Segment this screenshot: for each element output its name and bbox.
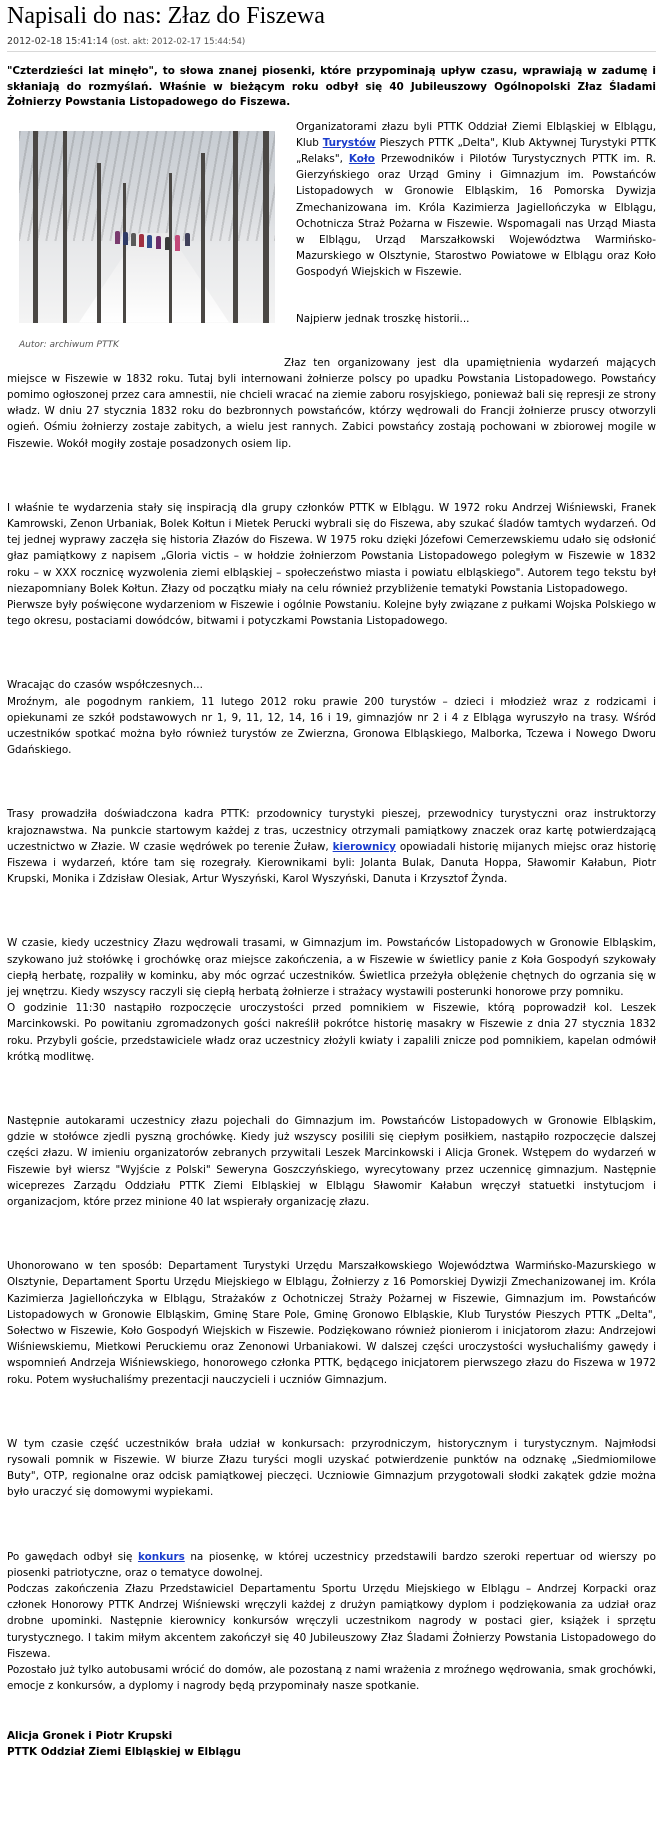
photo-person bbox=[131, 233, 136, 246]
signature-authors: Alicja Gronek i Piotr Krupski bbox=[7, 1730, 173, 1743]
photo-tree bbox=[63, 131, 67, 323]
photo-tree bbox=[201, 153, 205, 323]
photo-person bbox=[139, 234, 144, 247]
paragraph-honors: Uhonorowano w ten sposób: Departament Turystyki Urzędu Marszałkowskiego Województwa Warmińsko-Mazurskiego w Olsztynie, Departament Sportu Urzędu Miejskiego w Elblągu, Żołnierzy z 16 Pomorskiej Dywizji Zmechanizowanej im. Króla Kazimierza Jagiellończyka w Elblągu, Strażaków z Ochotniczej Straży Pożarnej w Fiszewie, Gimnazjum im. Powstańców Listopadowych w Gronowie Elbląskim, Gminę Stare Pole, Gminę Gronowo Elbląskie, Klub Turystów Pieszych PTTK „Delta", Sołectwo w Fiszewie, Koło Gospodyń Wiejskich w Fiszewie. Podziękowano również pionierom i inicjatorom złazu: Andrzejowi Wiśniewskiemu, Mietkowi Peruckiemu oraz Zenonowi Urbaniakowi. W dalszej części uroczystości wysłuchaliśmy gawędy i wspomnień Andrzeja Wiśniewskiego, honorowego członka PTTK, będącego inicjatorem pierwszego złazu do Fiszewa w 1972 roku. Potem wysłuchaliśmy prezentacji nauczycieli i uczniów Gimnazjum. bbox=[7, 1260, 656, 1386]
article-signature bbox=[7, 1728, 656, 1760]
text: Przewodników i Pilotów Turystycznych PTTK im. R. Gierzyńskiego oraz Urząd Gminy i Gimnazjum im. Powstańców Listopadowych w Gronowie Elbląskim, 16 Pomorska Dywizja Zmechanizowana im. Króla Kazimierza Jagiellończyka w Elblągu, Ochotnicza Straż Pożarna w Fiszewie. Wspomagali nas Urząd Miasta w Elblągu, Urząd Marszałkowski Województwa Warmińsko-Mazurskiego w Olsztynie, Starostwo Powiatowe w Elblągu oraz Koło Gospodyń Wiejskich w Fiszewie. bbox=[296, 152, 656, 279]
article-lead: "Czterdzieści lat minęło", to słowa znanej piosenki, które przypominają upływ czasu, wprawiają w zadumę i skłaniają do rozmyślań. Właśnie w bieżącym roku odbył się 40 Jubileuszowy Ogólnopolski Złaz Śladami Żołnierzy Powstania Listopadowego do Fiszewa. bbox=[7, 65, 656, 108]
spacer bbox=[7, 1501, 656, 1549]
photo-tree bbox=[33, 131, 38, 323]
signature-organization: PTTK Oddział Ziemi Elbląskiej w Elblągu bbox=[7, 1746, 241, 1759]
article-meta bbox=[7, 33, 656, 52]
text: Pieszych PTTK „Delta", Klub Aktywnej Turystyki PTTK „Relaks", bbox=[296, 136, 656, 165]
photo-person bbox=[165, 237, 170, 250]
spacer bbox=[7, 1065, 656, 1113]
link-turystow[interactable]: Turystów bbox=[322, 136, 376, 149]
photo-tree bbox=[97, 163, 101, 323]
photo-person bbox=[185, 233, 190, 246]
photo-person bbox=[156, 236, 161, 249]
text: Po gawędach odbył się bbox=[7, 1550, 138, 1563]
paragraph-inspiration: I właśnie te wydarzenia stały się inspiracją dla grupy członków PTTK w Elblągu. W 1972 roku Andrzej Wiśniewski, Franek Kamrowski, Zenon Urbaniak, Bolek Kołtun i Mietek Perucki wybrali się do Fiszewa, aby szukać śladów tamtych wydarzeń. Od tej jednej wyprawy zaczęła się historia Złazów do Fiszewa. W 1975 roku dzięki Józefowi Cemerzewskiemu udało się odsłonić głaz pamiątkowy z napisem „Gloria victis – w hołdzie żołnierzom Powstania Listopadowego poległym w Fiszewie w 1832 roku – w XXX rocznicę wyzwolenia ziemi elbląskiej – społeczeństwo miasta i powiatu elbląskiego". Autorem tego tekstu był niezapomniany Bolek Kołtun. Złazy od początku miały na celu również przybliżenie tematyki Powstania Listopadowego. bbox=[7, 501, 656, 595]
paragraph-ceremony-2: O godzinie 11:30 nastąpiło rozpoczęcie uroczystości przed pomnikiem w Fiszewie, którą poprowadził kol. Leszek Marcinkowski. Po powitaniu zgromadzonych gości nakreślił pokrótce historię masakry w Fiszewie z dnia 27 stycznia 1832 roku. Przybyli goście, przedstawiciele władz oraz uczestnicy złożyli kwiaty i zapalili znicze pod pomnikiem, kapelan odmówił krótką modlitwę. bbox=[7, 1002, 656, 1063]
paragraph-history: Złaz ten organizowany jest dla upamiętnienia wydarzeń mających miejsce w Fiszewie w 1832 roku. Tutaj byli internowani żołnierze polscy po upadku Powstania Listopadowego. Powstańcy pomimo ogłoszonej przez cara amnestii, nie chcieli wracać na ziemie zaboru rosyjskiego, ponieważ bali się represji ze strony władz. W dniu 27 stycznia 1832 roku do bezbronnych powstańców, którzy wędrowali do Francji żołnierze pruscy otworzyli ogień. Ośmiu żołnierzy zostaje zabitych, a wielu jest rannych. Zabici powstańcy zostają pochowani w zbiorowej mogile w Fiszewie. Wokół mogiły zostaje posadzonych osiem lip. bbox=[7, 356, 656, 450]
paragraph-song-contest bbox=[7, 1549, 656, 1581]
spacer bbox=[7, 629, 656, 677]
article-title: Napisali do nas: Złaz do Fiszewa bbox=[7, 3, 325, 29]
link-konkurs[interactable]: konkurs bbox=[137, 1550, 185, 1563]
spacer bbox=[7, 452, 656, 500]
text: opowiadali historię mijanych miejsc oraz historię Fiszewa i wydarzeń, które tam się rozegrały. Kierownikami byli: Jolanta Bulak, Danuta Hoppa, Sławomir Kałabun, Piotr Krupski, Monika i Zdzisław Olesiak, Artur Wyszyński, Karol Wyszyński, Danuta i Krzysztof Żynda. bbox=[7, 840, 656, 886]
article-body bbox=[7, 119, 656, 1695]
spacer bbox=[7, 887, 656, 935]
paragraph-present-heading: Wracając do czasów współczesnych... bbox=[7, 679, 203, 692]
photo-caption: Autor: archiwum PTTK bbox=[19, 339, 119, 350]
text: Trasy prowadziła doświadczona kadra PTTK: przodownicy turystyki pieszej, przewodnicy turystyczni oraz instruktorzy krajoznawstwa. Na punkcie startowym każdej z tras, uczestnicy otrzymali pamiątkowy znaczek oraz kartę potwierdzającą uczestnictwo w Złazie. W czasie wędrówek po terenie Żuław, bbox=[7, 808, 656, 853]
paragraph-farewell: Pozostało już tylko autobusami wrócić do domów, ale pozostaną z nami wrażenia z mroźnego wędrowania, smak grochówki, emocje z konkursów, a dyplomy i nagrody będą przypominały nasze spotkanie. bbox=[7, 1664, 656, 1693]
text: Organizatorami złazu byli PTTK Oddział Ziemi Elbląskiej w Elblągu, Klub bbox=[296, 120, 656, 149]
photo-person bbox=[147, 235, 152, 248]
photo-tree bbox=[123, 183, 126, 323]
article-photo-figure bbox=[14, 127, 284, 351]
photo-person bbox=[115, 231, 120, 244]
link-kolo[interactable]: Koło bbox=[348, 152, 375, 165]
photo-road bbox=[79, 233, 229, 323]
spacer bbox=[7, 1388, 656, 1436]
paragraph-ceremony: W czasie, kiedy uczestnicy Złazu wędrowali trasami, w Gimnazjum im. Powstańców Listopadowych w Gronowie Elbląskim, szykowano już stołówkę i grochówkę oraz miejsce zakończenia, a w Fiszewie w świetlicy panie z Koła Gospodyń szykowały ciepłą herbatę, rozpaliły w kominku, aby móc ogrzać uczestników. Świetlica przeżyła oblężenie chętnych do ogrzania się w jej wnętrzu. Kiedy wszyscy raczyli się ciepłą herbatą żołnierze i strażacy wystawili posterunki honorowe przy pomniku. bbox=[7, 937, 656, 998]
paragraph-gymnasium: Następnie autokarami uczestnicy złazu pojechali do Gimnazjum im. Powstańców Listopadowych w Gronowie Elbląskim, gdzie w stołówce zjedli pyszną grochówkę. Kiedy już wszyscy posilili się ciepłym posiłkiem, nastąpiło rozpoczęcie dalszej części złazu. W imieniu organizatorów zebranych przywitali Leszek Marcinkowski i Alicja Gronek. Wstępem do wydarzeń w Fiszewie był wiersz "Wyjście z Polski" Seweryna Goszczyńskiego, wyrecytowany przez uczennicę gimnazjum. Następnie wiceprezes Zarządu Oddziału PTTK Ziemi Elbląskiej w Elblągu Sławomir Kałabun wręczył statuetki instytucjom i organizacjom, które przez minione 40 lat wspierały organizację złazu. bbox=[7, 1115, 656, 1209]
article-photo[interactable] bbox=[19, 131, 275, 323]
link-kierownicy[interactable]: kierownicy bbox=[332, 840, 396, 853]
spacer bbox=[7, 1210, 656, 1258]
paragraph-routes bbox=[7, 806, 656, 887]
paragraph-history-heading: Najpierw jednak troszkę historii... bbox=[296, 312, 470, 325]
spacer bbox=[7, 758, 656, 806]
text: na piosenkę, w której uczestnicy przedstawili bardzo szeroki repertuar od wierszy po piosenki patriotyczne, oraz o tematyce dowolnej. bbox=[7, 1550, 656, 1579]
paragraph-present: Mroźnym, ale pogodnym rankiem, 11 lutego 2012 roku prawie 200 turystów – dzieci i młodzież wraz z rodzicami i opiekunami ze szkół podstawowych nr 1, 9, 11, 12, 14, 16 i 19, gimnazjów nr 2 i 4 z Elbląga wyruszyło na trasy. Wśród uczestników spotkać można było również turystów ze Zwierzna, Gronowa Elbląskiego, Malborka, Tczewa i Nowego Dworu Gdańskiego. bbox=[7, 695, 656, 757]
paragraph-closing: Podczas zakończenia Złazu Przedstawiciel Departamentu Sportu Urzędu Miejskiego w Elblągu – Andrzej Korpacki oraz członek Honorowy PTTK Andrzej Wiśniewski wręczyli każdej z drużyn pamiątkowy dyplom i podziękowania za udział oraz drobne upominki. Następnie kierownicy konkursów wręczyli uczestnikom nagrody w postaci gier, książek i sprzętu turystycznego. I takim miłym akcentem zakończył się 40 Jubileuszowy Złaz Śladami Żołnierzy Powstania Listopadowego do Fiszewa. bbox=[7, 1583, 656, 1660]
paragraph-contests: W tym czasie część uczestników brała udział w konkursach: przyrodniczym, historycznym i turystycznym. Najmłodsi rysowali pomnik w Fiszewie. W biurze Złazu turyści mogli uzyskać potwierdzenie punktów na odznakę „Siedmiomilowe Buty", OTP, regionalne oraz odcisk pamiątkowej pieczęci. Uczniowie Gimnazjum przygotowali słodki zakątek gdzie można było uraczyć się domowymi wypiekami. bbox=[7, 1437, 656, 1499]
photo-person bbox=[175, 235, 180, 251]
photo-tree bbox=[263, 131, 269, 323]
paragraph-inspiration-2: Pierwsze były poświęcone wydarzeniom w Fiszewie i ogólnie Powstaniu. Kolejne były związane z pułkami Wojska Polskiego w tego okresu, postaciami dowódców, bitwami i potyczkami Powstania Listopadowego. bbox=[7, 598, 656, 628]
article-date: 2012-02-18 15:41:14 bbox=[7, 36, 108, 47]
photo-person bbox=[123, 232, 128, 245]
article-updated: (ost. akt: 2012-02-17 15:44:54) bbox=[110, 37, 246, 47]
photo-tree bbox=[233, 131, 238, 323]
